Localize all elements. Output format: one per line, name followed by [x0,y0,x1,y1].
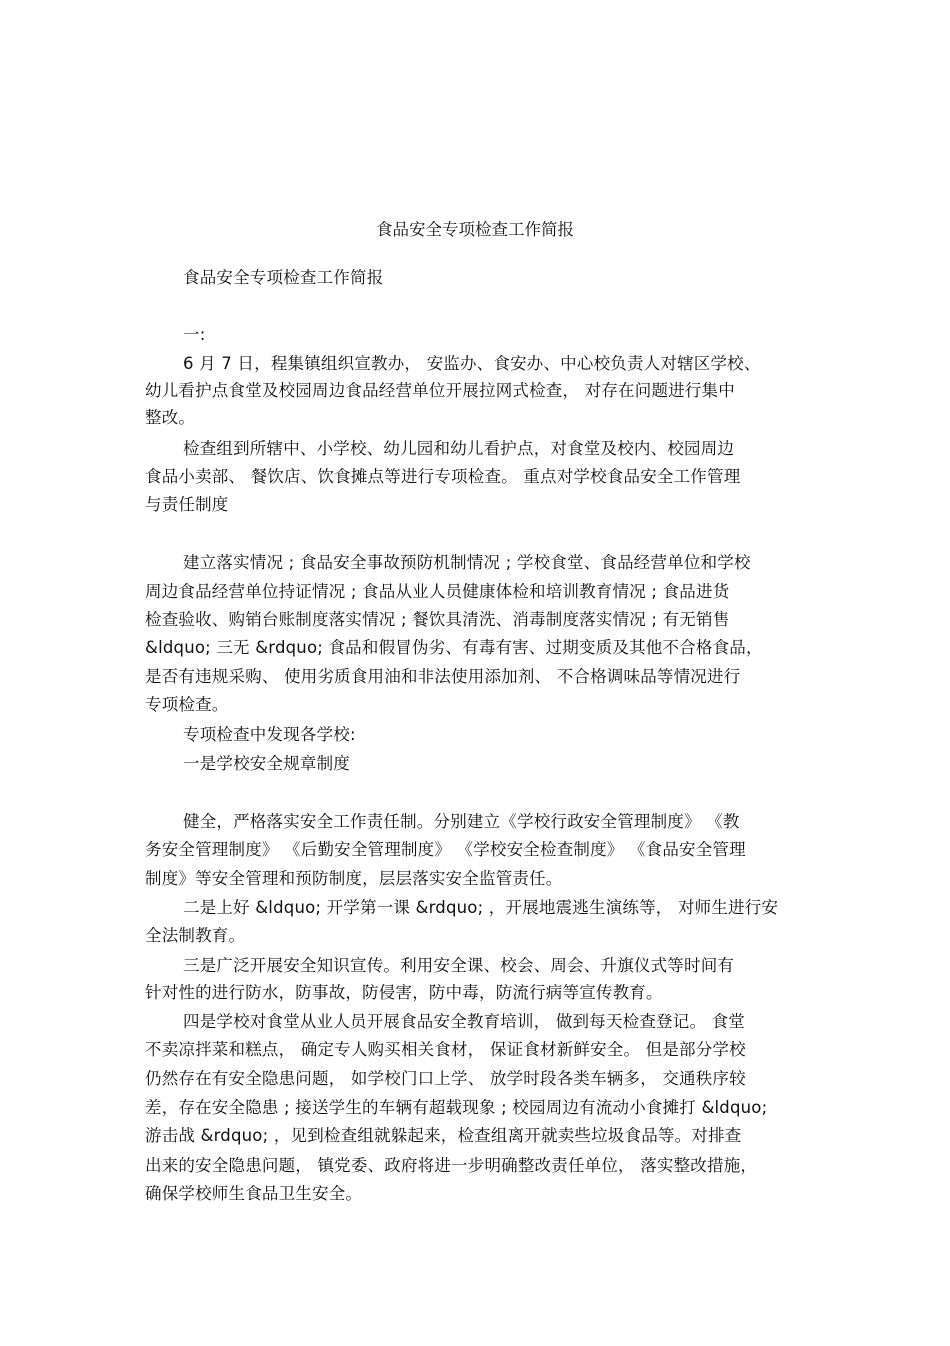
paragraph-line: 建立落实情况 ; 食品安全事故预防机制情况 ; 学校食堂、食品经营单位和学校 [183,553,751,572]
paragraph-line: 与责任制度 [145,495,229,514]
paragraph-line: 检查组到所辖中、小学校、幼儿园和幼儿看护点，对食堂及校内、校园周边 [183,439,735,458]
paragraph-line: 6 月 7 日，程集镇组织宣教办， 安监办、食安办、中心校负责人对辖区学校、 [183,354,761,373]
document-title: 食品安全专项检查工作简报 [376,220,574,239]
paragraph-line: 食品小卖部、 餐饮店、饮食摊点等进行专项检查。 重点对学校食品安全工作管理 [145,467,741,486]
paragraph-line: 确保学校师生食品卫生安全。 [145,1184,363,1203]
paragraph-line: 专项检查中发现各学校: [183,725,356,744]
paragraph-line: 三是广泛开展安全知识宣传。利用安全课、校会、周会、升旗仪式等时间有 [183,956,735,975]
paragraph-line: &ldquo; 三无 &rdquo; 食品和假冒伪劣、有毒有害、过期变质及其他不合格食品， [145,638,763,657]
paragraph-line: 是否有违规采购、 使用劣质食用油和非法使用添加剂、 不合格调味品等情况进行 [145,667,741,686]
paragraph-line: 一: [183,325,206,344]
paragraph-line: 全法制教育。 [145,926,246,945]
paragraph-line: 务安全管理制度》 《后勤安全管理制度》 《学校安全检查制度》 《食品安全管理 [145,840,746,859]
paragraph-line: 幼儿看护点食堂及校园周边食品经营单位开展拉网式检查， 对存在问题进行集中 [145,381,735,400]
paragraph-line: 一是学校安全规章制度 [183,754,350,773]
paragraph-line: 仍然存在有安全隐患问题， 如学校门口上学、 放学时段各类车辆多， 交通秩序较 [145,1069,746,1088]
paragraph-line: 二是上好 &ldquo; 开学第一课 &rdquo; ，开展地震逃生演练等， 对师生进行安 [183,898,779,917]
paragraph-line: 不卖凉拌菜和糕点， 确定专人购买相关食材， 保证食材新鲜安全。 但是部分学校 [145,1040,746,1059]
paragraph-line: 差，存在安全隐患 ; 接送学生的车辆有超载现象 ; 校园周边有流动小食摊打 &ldquo; [145,1098,768,1117]
paragraph-line: 检查验收、购销台账制度落实情况 ; 餐饮具清洗、消毒制度落实情况 ; 有无销售 [145,610,730,629]
paragraph-line: 专项检查。 [145,695,229,714]
paragraph-line: 整改。 [145,408,196,427]
paragraph-line: 四是学校对食堂从业人员开展食品安全教育培训， 做到每天检查登记。 食堂 [183,1012,745,1031]
paragraph-line: 游击战 &rdquo; ，见到检查组就躲起来，检查组离开就卖些垃圾食品等。对排查 [145,1126,742,1145]
document-subtitle: 食品安全专项检查工作简报 [183,268,384,287]
paragraph-line: 健全，严格落实安全工作责任制。分别建立《学校行政安全管理制度》 《教 [183,812,740,831]
paragraph-line: 制度》等安全管理和预防制度，层层落实安全监管责任。 [145,869,563,888]
paragraph-line: 针对性的进行防水，防事故，防侵害，防中毒，防流行病等宣传教育。 [145,983,663,1002]
paragraph-line: 周边食品经营单位持证情况 ; 食品从业人员健康体检和培训教育情况 ; 食品进货 [145,582,730,601]
paragraph-line: 出来的安全隐患问题， 镇党委、政府将进一步明确整改责任单位， 落实整改措施， [145,1156,758,1175]
